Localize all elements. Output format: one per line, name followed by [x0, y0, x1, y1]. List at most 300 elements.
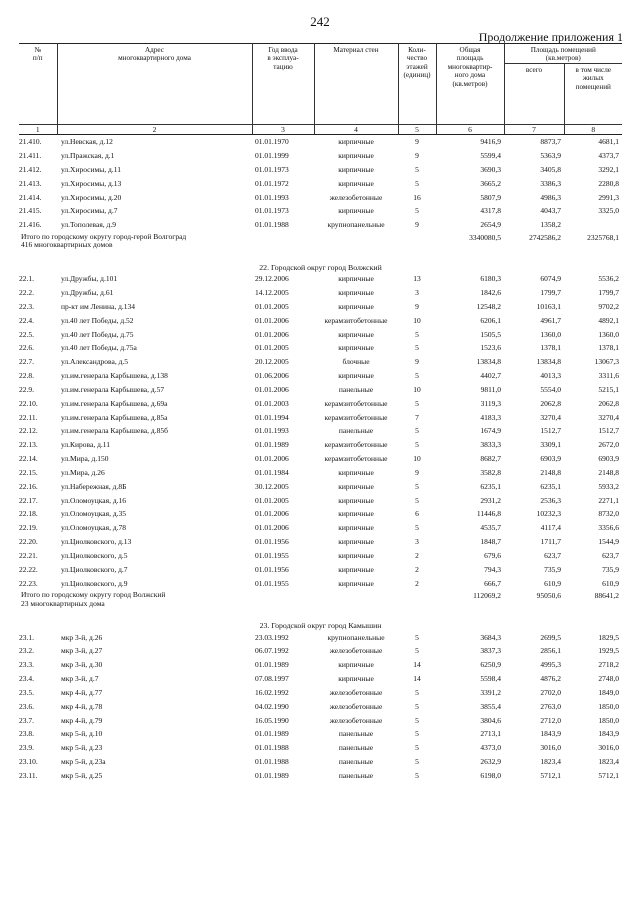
total-area-sum: 3340080,5	[469, 232, 501, 242]
row-floors: 6	[415, 509, 419, 519]
row-total-area: 6180,3	[480, 274, 501, 284]
row-number: 22.15.	[19, 467, 38, 477]
row-living-area: 1929,5	[598, 646, 620, 656]
row-address: мкр 3-й, д.27	[61, 646, 103, 656]
row-premises-area: 2536,3	[540, 495, 561, 505]
living-area-sum: 2325768,1	[587, 232, 620, 242]
row-commission-date: 01.01.1988	[255, 220, 289, 230]
row-number: 22.22.	[19, 564, 38, 574]
table-row	[19, 286, 622, 300]
row-number: 22.5.	[19, 329, 34, 339]
table-row	[19, 149, 622, 163]
row-premises-area: 6235,1	[540, 481, 561, 491]
row-total-area: 2713,1	[480, 729, 501, 739]
row-living-area: 6903,9	[598, 454, 620, 464]
table-row	[19, 507, 622, 521]
row-total-area: 5807,9	[480, 192, 501, 202]
total-label: Итого по городскому округу город Волжский 23 многоквартирных дома	[21, 590, 166, 608]
column-numbers-row	[19, 124, 622, 134]
row-total-area: 6198,0	[480, 770, 501, 780]
row-total-area: 2931,2	[480, 495, 501, 505]
table-row	[19, 630, 622, 644]
column-number: 3	[252, 124, 314, 134]
table-row	[19, 341, 622, 355]
row-floors: 16	[413, 192, 421, 202]
table-row	[19, 452, 622, 466]
row-living-area: 8732,0	[598, 509, 620, 519]
row-number: 22.21.	[19, 551, 38, 561]
row-wall-material: кирпичные	[338, 467, 374, 477]
row-number: 21.413.	[19, 178, 42, 188]
row-total-area: 4183,3	[480, 412, 501, 422]
row-wall-material: крупнопанельные	[327, 632, 385, 642]
row-living-area: 4681,1	[598, 137, 620, 147]
row-commission-date: 01.01.1956	[255, 564, 289, 574]
table-row	[19, 396, 622, 410]
total-area-sum: 112069,2	[473, 591, 501, 601]
row-number: 22.10.	[19, 398, 38, 408]
row-address: ул.Тополевая, д.9	[61, 220, 116, 230]
row-floors: 5	[415, 743, 419, 753]
row-total-area: 3833,3	[480, 440, 501, 450]
header-premises-all: всего	[504, 63, 564, 124]
row-number: 23.10.	[19, 757, 38, 767]
total-label: Итого по городскому округу город-герой Волгоград 416 многоквартирных домов	[21, 231, 187, 250]
row-commission-date: 01.01.2005	[255, 343, 289, 353]
header-premises-area: Площадь помещений (кв.метров)	[504, 44, 622, 64]
row-wall-material: кирпичные	[338, 674, 374, 684]
row-floors: 5	[415, 206, 419, 216]
row-floors: 14	[413, 660, 421, 670]
row-wall-material: панельные	[338, 384, 374, 394]
row-premises-area: 1360,0	[540, 329, 561, 339]
row-commission-date: 30.12.2005	[255, 481, 289, 491]
row-living-area: 2062,8	[598, 398, 620, 408]
row-total-area: 3582,8	[480, 467, 501, 477]
row-total-area: 679,6	[484, 551, 501, 561]
row-address: ул.Мира, д.26	[61, 467, 105, 477]
row-address: ул.Хиросимы, д.20	[61, 192, 122, 202]
row-commission-date: 01.06.2006	[255, 371, 289, 381]
row-commission-date: 01.01.2005	[255, 495, 289, 505]
row-living-area: 1512,7	[598, 426, 620, 436]
row-floors: 2	[415, 578, 419, 588]
row-wall-material: кирпичные	[338, 564, 374, 574]
table-row	[19, 190, 622, 204]
housing-register-table	[19, 43, 622, 782]
row-living-area: 1829,5	[598, 632, 620, 642]
row-address: ул.им.генерала Карбышева, д.85б	[61, 426, 168, 436]
row-address: ул.Хиросимы, д.7	[61, 206, 118, 216]
table-row	[19, 686, 622, 700]
row-premises-area: 6074,9	[540, 274, 561, 284]
table-row	[19, 479, 622, 493]
row-address: ул.Оломоуцкая, д.35	[61, 509, 127, 519]
row-commission-date: 01.01.1955	[255, 578, 289, 588]
row-total-area: 666,7	[484, 578, 501, 588]
row-wall-material: кирпичные	[338, 578, 374, 588]
section-heading: 22. Городской округ город Волжский	[259, 262, 382, 272]
row-floors: 5	[415, 440, 419, 450]
row-commission-date: 01.01.1989	[255, 660, 289, 670]
header-year: Год ввода в эксплуа- тацию	[252, 44, 314, 125]
row-number: 22.9.	[19, 384, 34, 394]
row-number: 23.1.	[19, 632, 34, 642]
row-number: 22.3.	[19, 301, 34, 311]
table-row	[19, 272, 622, 286]
row-wall-material: кирпичные	[338, 660, 374, 670]
row-total-area: 4402,7	[480, 371, 501, 381]
row-number: 23.3.	[19, 660, 34, 670]
row-total-area: 12548,2	[476, 301, 501, 311]
premises-area-sum: 2742586,2	[529, 232, 561, 242]
row-commission-date: 01.01.1999	[255, 151, 289, 161]
table-row	[19, 176, 622, 190]
row-wall-material: кирпичные	[338, 206, 374, 216]
row-total-area: 1848,7	[480, 537, 501, 547]
row-address: ул.им.генерала Карбышева, д.69а	[61, 398, 168, 408]
row-living-area: 3356,6	[598, 523, 620, 533]
row-number: 22.12.	[19, 426, 38, 436]
row-address: ул.Оломоуцкая, д.78	[61, 523, 127, 533]
row-premises-area: 735,9	[544, 564, 561, 574]
row-wall-material: керамзитобетонные	[324, 315, 388, 325]
row-premises-area: 2712,0	[540, 715, 561, 725]
row-living-area: 1850,0	[598, 701, 620, 711]
row-number: 23.9.	[19, 743, 34, 753]
section-heading-row	[19, 259, 622, 272]
row-commission-date: 01.01.2006	[255, 329, 289, 339]
row-number: 22.13.	[19, 440, 38, 450]
row-address: мкр 5-й, д.23а	[61, 757, 106, 767]
row-living-area: 3311,6	[598, 371, 620, 381]
table-row	[19, 535, 622, 549]
row-total-area: 5598,4	[480, 674, 501, 684]
column-number: 8	[564, 124, 622, 134]
row-commission-date: 01.01.1994	[255, 412, 289, 422]
table-row	[19, 741, 622, 755]
row-wall-material: кирпичные	[338, 329, 374, 339]
row-living-area: 2748,0	[598, 674, 620, 684]
row-floors: 5	[415, 481, 419, 491]
row-total-area: 3690,3	[480, 164, 501, 174]
row-address: ул.им.генерала Карбышева, д.138	[61, 371, 168, 381]
row-living-area: 4373,7	[598, 151, 620, 161]
row-number: 22.11.	[19, 412, 38, 422]
row-living-area: 2280,8	[598, 178, 620, 188]
row-wall-material: керамзитобетонные	[324, 454, 388, 464]
header-num: № п/п	[19, 44, 57, 125]
row-wall-material: кирпичные	[338, 371, 374, 381]
row-premises-area: 3309,1	[540, 440, 561, 450]
living-area-sum: 88641,2	[594, 591, 620, 601]
row-premises-area: 2699,5	[540, 632, 561, 642]
row-address: ул.Циолковского, д.5	[61, 551, 128, 561]
row-living-area: 1849,0	[598, 687, 620, 697]
table-header	[19, 44, 622, 135]
row-address: пр-кт им Ленина, д.134	[61, 301, 136, 311]
row-wall-material: кирпичные	[338, 301, 374, 311]
table-row	[19, 369, 622, 383]
row-floors: 5	[415, 178, 419, 188]
row-total-area: 6250,9	[480, 660, 501, 670]
header-floors: Коли- чество этажей (единиц)	[398, 44, 436, 125]
row-total-area: 794,3	[484, 564, 501, 574]
row-premises-area: 2763,0	[540, 701, 561, 711]
row-wall-material: кирпичные	[338, 343, 374, 353]
row-wall-material: панельные	[338, 770, 374, 780]
row-floors: 10	[413, 315, 421, 325]
row-number: 22.14.	[19, 454, 38, 464]
row-floors: 3	[415, 287, 419, 297]
row-living-area: 2991,3	[598, 192, 620, 202]
row-floors: 5	[415, 729, 419, 739]
row-number: 23.7.	[19, 715, 34, 725]
row-living-area: 1850,0	[598, 715, 620, 725]
row-number: 22.20.	[19, 537, 38, 547]
table-row	[19, 382, 622, 396]
row-living-area: 3292,1	[598, 164, 620, 174]
total-row	[19, 590, 622, 617]
row-premises-area: 1512,7	[540, 426, 561, 436]
row-total-area: 3391,2	[480, 687, 501, 697]
row-living-area: 2148,8	[598, 467, 620, 477]
row-commission-date: 16.02.1992	[255, 687, 289, 697]
row-living-area: 1360,0	[598, 329, 620, 339]
row-premises-area: 5363,9	[540, 151, 561, 161]
row-premises-area: 3386,3	[540, 178, 561, 188]
row-number: 21.410.	[19, 137, 42, 147]
row-premises-area: 4995,3	[540, 660, 561, 670]
row-number: 21.411.	[19, 151, 42, 161]
row-floors: 9	[415, 151, 419, 161]
row-address: мкр 5-й, д.23	[61, 743, 103, 753]
section-heading: 23. Городской округ город Камышин	[259, 621, 382, 631]
row-wall-material: железобетонные	[329, 192, 383, 202]
row-wall-material: панельные	[338, 729, 374, 739]
row-address: мкр 3-й, д.7	[61, 674, 99, 684]
row-living-area: 2271,1	[598, 495, 620, 505]
row-living-area	[564, 218, 622, 232]
row-wall-material: железобетонные	[329, 687, 383, 697]
row-floors: 9	[415, 357, 419, 367]
row-wall-material: кирпичные	[338, 495, 374, 505]
row-floors: 10	[413, 454, 421, 464]
row-address: ул.Кирова, д.11	[61, 440, 110, 450]
header-total-area: Общая площадь многоквартир- ного дома (кв.метров)	[436, 44, 504, 125]
row-premises-area: 8873,7	[540, 137, 561, 147]
row-commission-date: 01.01.2006	[255, 454, 289, 464]
row-address: мкр 4-й, д.77	[61, 687, 103, 697]
row-premises-area: 610,9	[544, 578, 561, 588]
row-number: 22.23.	[19, 578, 38, 588]
row-floors: 9	[415, 467, 419, 477]
row-premises-area: 5554,0	[540, 384, 561, 394]
row-address: ул.40 лет Победы, д.52	[61, 315, 134, 325]
table-row	[19, 327, 622, 341]
row-address: ул.им.генерала Карбышева, д.85а	[61, 412, 168, 422]
row-wall-material: блочные	[342, 357, 370, 367]
row-premises-area: 4013,3	[540, 371, 561, 381]
table-row	[19, 134, 622, 148]
row-living-area: 1544,9	[598, 537, 620, 547]
row-commission-date: 29.12.2006	[255, 274, 289, 284]
row-wall-material: кирпичные	[338, 523, 374, 533]
row-commission-date: 01.01.2006	[255, 523, 289, 533]
table-row	[19, 658, 622, 672]
row-commission-date: 14.12.2005	[255, 287, 289, 297]
total-row	[19, 232, 622, 259]
row-wall-material: керамзитобетонные	[324, 398, 388, 408]
row-living-area: 3016,0	[598, 743, 620, 753]
row-address: ул.им.генерала Карбышева, д.57	[61, 384, 165, 394]
table-row	[19, 769, 622, 783]
row-floors: 5	[415, 632, 419, 642]
row-floors: 9	[415, 220, 419, 230]
column-number: 1	[19, 124, 57, 134]
row-total-area: 3855,4	[480, 701, 501, 711]
row-address: ул.Пражская, д.1	[61, 151, 115, 161]
row-living-area: 623,7	[602, 551, 620, 561]
row-number: 22.2.	[19, 287, 34, 297]
row-floors: 5	[415, 371, 419, 381]
row-premises-area: 3405,8	[540, 164, 561, 174]
row-total-area: 6206,1	[480, 315, 501, 325]
row-address: ул.Хиросимы, д.13	[61, 178, 122, 188]
row-total-area: 8682,7	[480, 454, 501, 464]
row-floors: 5	[415, 329, 419, 339]
row-total-area: 6235,1	[480, 481, 501, 491]
row-premises-area: 2702,0	[540, 687, 561, 697]
row-living-area: 1843,9	[598, 729, 620, 739]
row-living-area: 5933,2	[598, 481, 620, 491]
row-living-area: 5712,1	[598, 770, 620, 780]
continuation-title: Продолжение приложения 1	[478, 30, 623, 44]
row-wall-material: кирпичные	[338, 287, 374, 297]
row-wall-material: керамзитобетонные	[324, 440, 388, 450]
row-commission-date: 01.01.1973	[255, 206, 289, 216]
column-number: 6	[436, 124, 504, 134]
row-total-area: 4317,8	[480, 206, 501, 216]
row-number: 22.8.	[19, 371, 34, 381]
row-floors: 5	[415, 523, 419, 533]
row-floors: 5	[415, 687, 419, 697]
row-wall-material: железобетонные	[329, 715, 383, 725]
column-number: 2	[57, 124, 252, 134]
row-premises-area: 4986,3	[540, 192, 561, 202]
row-commission-date: 01.01.2006	[255, 384, 289, 394]
row-number: 23.6.	[19, 701, 34, 711]
table-row	[19, 204, 622, 218]
row-address: ул.Александрова, д.5	[61, 357, 129, 367]
row-total-area: 3684,3	[480, 632, 501, 642]
row-commission-date: 01.01.1970	[255, 137, 289, 147]
row-floors: 5	[415, 701, 419, 711]
row-commission-date: 01.01.1993	[255, 426, 289, 436]
row-wall-material: кирпичные	[338, 509, 374, 519]
row-total-area: 1523,6	[480, 343, 501, 353]
row-commission-date: 01.01.1956	[255, 537, 289, 547]
row-wall-material: панельные	[338, 743, 374, 753]
row-floors: 5	[415, 715, 419, 725]
row-floors: 9	[415, 301, 419, 311]
row-commission-date: 01.01.1989	[255, 440, 289, 450]
row-floors: 5	[415, 398, 419, 408]
row-living-area: 3325,0	[598, 206, 620, 216]
row-living-area: 735,9	[602, 564, 620, 574]
row-living-area: 3270,4	[598, 412, 620, 422]
header-walls: Материал стен	[314, 44, 398, 125]
column-number: 5	[398, 124, 436, 134]
row-address: мкр 3-й, д.26	[61, 632, 103, 642]
row-number: 22.17.	[19, 495, 38, 505]
row-address: мкр 4-й, д.79	[61, 715, 103, 725]
row-floors: 5	[415, 770, 419, 780]
row-premises-area: 6903,9	[540, 454, 561, 464]
row-total-area: 11446,8	[476, 509, 501, 519]
row-premises-area: 4961,7	[540, 315, 561, 325]
row-total-area: 9811,0	[480, 384, 501, 394]
row-commission-date: 01.01.1989	[255, 729, 289, 739]
row-premises-area: 2148,8	[540, 467, 561, 477]
page-number: 242	[310, 14, 330, 29]
row-wall-material: кирпичные	[338, 164, 374, 174]
row-premises-area: 1711,7	[540, 537, 561, 547]
row-total-area: 1842,6	[480, 287, 501, 297]
row-total-area: 3119,3	[480, 398, 501, 408]
row-number: 22.7.	[19, 357, 34, 367]
row-floors: 5	[415, 757, 419, 767]
row-premises-area: 10232,3	[536, 509, 561, 519]
row-living-area: 1378,1	[598, 343, 620, 353]
row-address: ул.Циолковского, д.9	[61, 578, 128, 588]
row-address: ул.40 лет Победы, д.75а	[61, 343, 137, 353]
table-row	[19, 562, 622, 576]
section-heading-row	[19, 617, 622, 630]
row-number: 22.19.	[19, 523, 38, 533]
row-total-area: 4373,0	[480, 743, 501, 753]
table-row	[19, 410, 622, 424]
row-number: 23.4.	[19, 674, 34, 684]
row-living-area: 13067,3	[594, 357, 620, 367]
row-address: ул.Циолковского, д.13	[61, 537, 132, 547]
row-address: мкр 5-й, д.25	[61, 770, 103, 780]
row-floors: 10	[413, 384, 421, 394]
row-wall-material: керамзитобетонные	[324, 412, 388, 422]
table-row	[19, 493, 622, 507]
row-premises-area: 3270,4	[540, 412, 561, 422]
row-total-area: 3837,3	[480, 646, 501, 656]
row-number: 23.8.	[19, 729, 34, 739]
row-address: ул.Оломоуцкая, д.16	[61, 495, 127, 505]
row-wall-material: кирпичные	[338, 151, 374, 161]
row-number: 22.4.	[19, 315, 34, 325]
row-premises-area: 3016,0	[540, 743, 561, 753]
row-premises-area: 4876,2	[540, 674, 561, 684]
row-floors: 7	[415, 412, 419, 422]
table-row	[19, 644, 622, 658]
table-body	[19, 134, 622, 782]
row-address: ул.40 лет Победы, д.75	[61, 329, 134, 339]
table-row	[19, 699, 622, 713]
row-premises-area: 5712,1	[540, 770, 561, 780]
row-commission-date: 01.01.2003	[255, 398, 289, 408]
table-row	[19, 218, 622, 232]
row-wall-material: панельные	[338, 757, 374, 767]
row-floors: 5	[415, 495, 419, 505]
row-floors: 5	[415, 164, 419, 174]
row-floors: 14	[413, 674, 421, 684]
